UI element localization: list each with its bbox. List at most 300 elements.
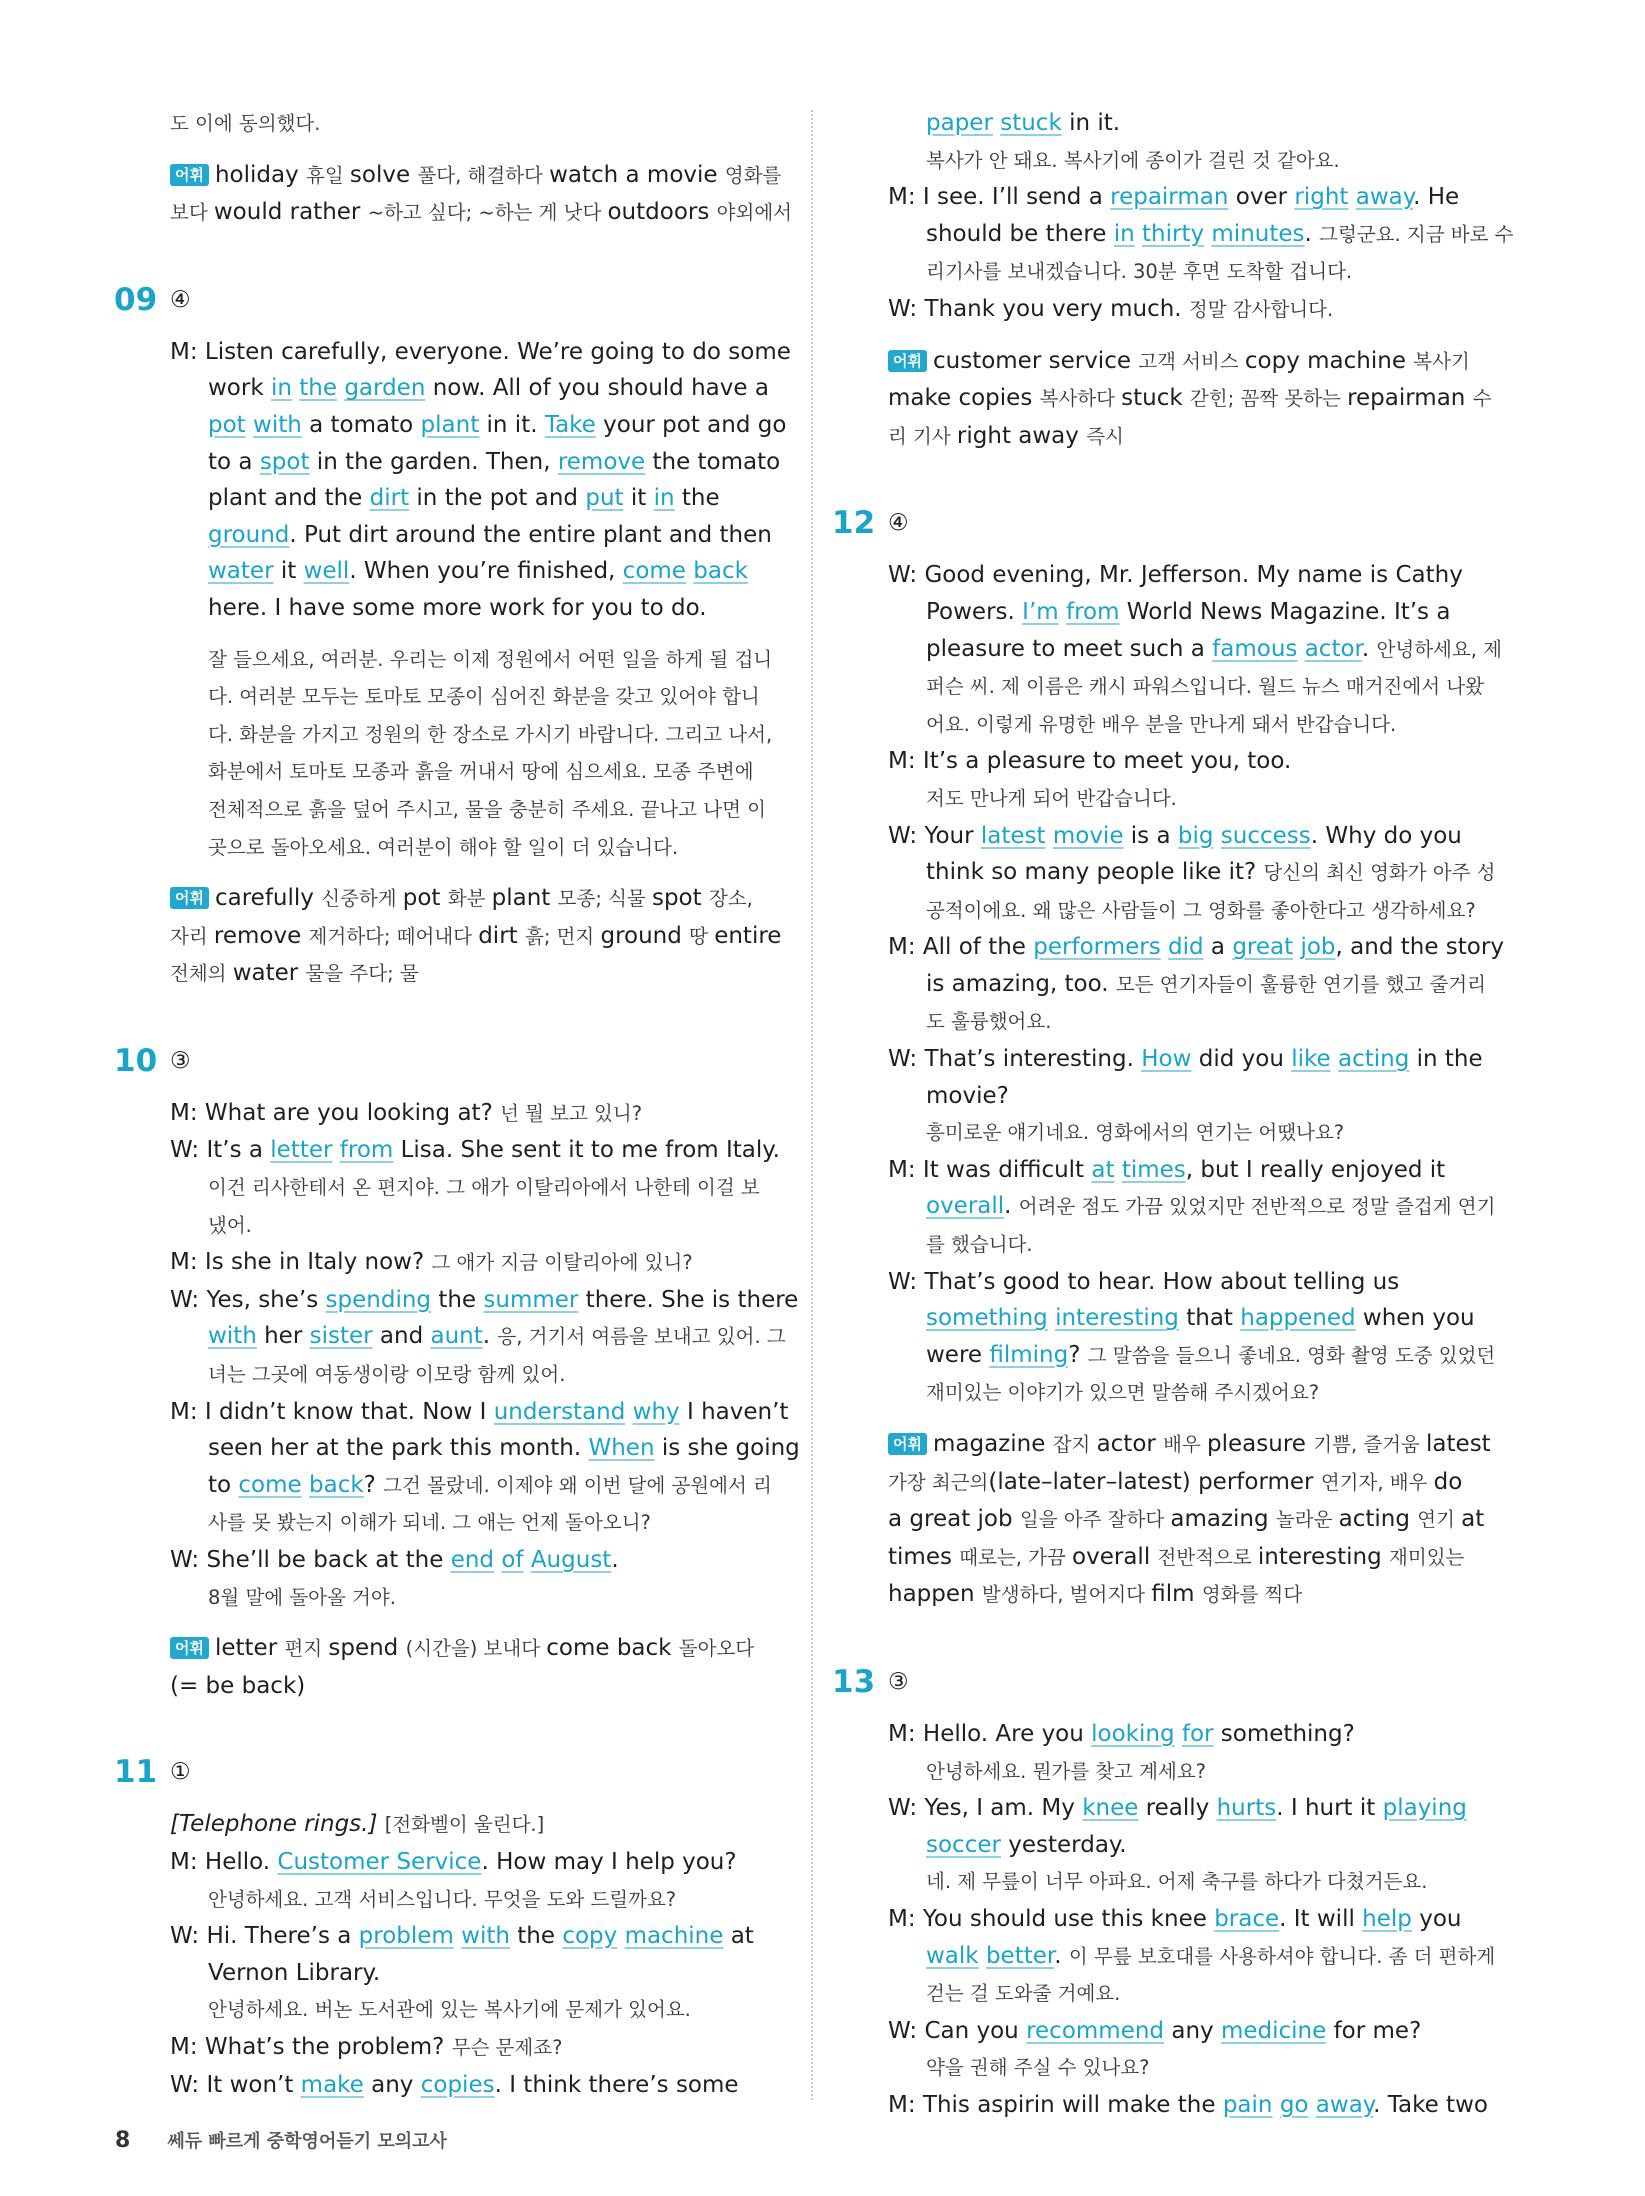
english-text	[1175, 1721, 1182, 1747]
vocab-line	[170, 1630, 780, 1668]
english-text: W: That’s good to hear. How about telling us	[888, 1268, 1400, 1295]
blank-answer: right	[1294, 184, 1349, 211]
text-line	[170, 678, 780, 716]
text-line	[170, 370, 780, 407]
text-line	[888, 380, 1508, 418]
blank-answer: with	[461, 1923, 510, 1950]
blank-answer: overall	[926, 1193, 1005, 1220]
english-text: any	[363, 2071, 421, 2098]
text-line	[170, 553, 780, 590]
blank-answer: something	[926, 1305, 1048, 1332]
blank-answer: help	[1362, 1905, 1412, 1932]
question-number: 09	[114, 281, 158, 318]
korean-text: 공적이에요. 왜 많은 사람들이 그 영화를 좋아한다고 생각하세요?	[926, 898, 1476, 922]
text-line	[888, 1337, 1508, 1375]
korean-text: 잡지	[1052, 1433, 1097, 1456]
korean-text: 안녕하세요. 뭔가를 찾고 계세요?	[926, 1759, 1207, 1783]
english-text	[377, 1811, 384, 1837]
english-text: seen her at the park this month.	[208, 1435, 589, 1462]
text-line	[888, 780, 1508, 818]
english-text: M: I see. I’ll send a	[888, 184, 1111, 211]
blank-answer: copies	[420, 2071, 495, 2098]
blank-answer: remove	[557, 448, 646, 475]
english-text	[1115, 1157, 1122, 1183]
text-line	[888, 105, 1508, 142]
english-text: W: She’ll be back at the	[170, 1547, 451, 1573]
english-text: .	[1361, 635, 1377, 662]
english-text	[1046, 823, 1053, 849]
text-line	[170, 716, 780, 754]
spacer	[888, 1412, 1508, 1426]
korean-text: 그렇군요. 지금 바로 수	[1319, 222, 1514, 246]
text-line	[170, 1467, 780, 1505]
text-line	[170, 1668, 780, 1705]
text-line	[888, 668, 1508, 706]
text-line	[888, 2087, 1508, 2124]
text-line	[888, 594, 1508, 631]
english-text: W: That’s interesting.	[888, 1046, 1142, 1073]
text-line	[888, 179, 1508, 216]
korean-text: 발생하다, 벌어지다	[981, 1583, 1152, 1607]
text-line	[888, 216, 1514, 254]
vocab-line	[888, 343, 1508, 381]
text-line	[888, 1938, 1508, 1976]
english-text: M: What are you looking at?	[170, 1099, 501, 1126]
english-text: M: Listen carefully, everyone. We’re going to do some	[170, 338, 791, 365]
korean-text: 땅	[689, 924, 715, 948]
korean-text: 보다	[170, 201, 214, 225]
text-line	[170, 1318, 786, 1356]
english-text: , and the story	[1335, 934, 1504, 961]
text-line	[888, 2049, 1508, 2087]
blank-answer: in	[1113, 220, 1135, 247]
english-text: should be there	[926, 220, 1114, 247]
blank-answer: repairman	[1110, 184, 1229, 211]
korean-text: 네. 제 무릎이 너무 아파요. 어제 축구를 하다가 다쳤거든요.	[926, 1870, 1428, 1894]
english-text: to	[208, 1471, 239, 1498]
blank-answer: sister	[309, 1323, 373, 1350]
left-column	[114, 105, 800, 2103]
text-line	[888, 706, 1508, 744]
english-text: M: I didn’t know that. Now I	[170, 1398, 494, 1425]
english-text: copy machine	[1244, 347, 1414, 374]
blank-answer: How	[1141, 1046, 1192, 1073]
english-text: M: It’s a pleasure to meet you, too.	[888, 748, 1292, 775]
english-text: at	[1461, 1506, 1485, 1533]
page-number: 8	[115, 2128, 131, 2153]
korean-text: [전화벨이 울린다.]	[384, 1813, 545, 1837]
korean-text: 놀라운	[1275, 1508, 1339, 1532]
answer-choice: ①	[170, 1759, 191, 1786]
text-line	[888, 1716, 1508, 1753]
text-line	[888, 1827, 1508, 1864]
english-text: make copies	[888, 385, 1040, 412]
korean-text: (시간을) 보내다	[405, 1637, 547, 1661]
english-text: World News Magazine. It’s a	[1119, 598, 1451, 625]
english-text: performer	[1198, 1468, 1321, 1495]
question-header	[114, 278, 780, 322]
english-text	[617, 1923, 624, 1949]
blank-answer: did	[1168, 934, 1204, 961]
english-text: to a	[208, 448, 260, 475]
blank-answer: come	[622, 558, 686, 585]
english-text	[1213, 823, 1220, 849]
text-line	[170, 1244, 780, 1282]
blank-answer: spot	[259, 448, 310, 475]
korean-text: 재미있는	[1389, 1545, 1465, 1569]
blank-answer: Take	[544, 411, 596, 438]
korean-text: 도 훌륭했어요.	[926, 1010, 1052, 1034]
korean-text: 안녕하세요. 버논 도서관에 있는 복사기에 문제가 있어요.	[208, 1998, 691, 2022]
blank-answer: garden	[344, 375, 426, 402]
korean-text: 리 기사	[888, 424, 957, 448]
vocab-badge: 어휘	[888, 350, 927, 372]
blank-answer: latest	[980, 822, 1046, 849]
english-text: (= be back)	[170, 1672, 306, 1699]
page-footer	[115, 2127, 447, 2153]
korean-text: 잘 들으세요, 여러분. 우리는 이제 정원에서 어떤 일을 하게 될 겁니	[208, 647, 773, 671]
english-text: it	[623, 485, 654, 512]
answer-choice: ③	[888, 1668, 909, 1695]
english-text: M: What’s the problem?	[170, 2033, 452, 2060]
english-text: it	[273, 558, 304, 585]
text-line	[888, 418, 1508, 456]
english-text: plant	[491, 885, 558, 912]
english-text: here. I have some more work for you to do.	[208, 594, 707, 621]
english-text: repairman	[1347, 385, 1473, 412]
blank-answer: I’m	[1022, 598, 1059, 625]
korean-text: 영화를	[724, 163, 782, 187]
korean-text: 휴일	[306, 163, 350, 187]
english-text	[1273, 2092, 1280, 2118]
blank-answer: hurts	[1216, 1795, 1277, 1822]
english-text: remove	[213, 922, 309, 949]
english-text: holiday	[214, 161, 307, 188]
english-text: the tomato	[645, 448, 781, 475]
english-text: in the garden. Then,	[309, 448, 558, 475]
english-text: in it.	[1061, 110, 1121, 136]
korean-text: 전체적으로 흙을 덮어 주시고, 물을 충분히 주세요. 끝나고 나면 이	[208, 797, 766, 821]
text-line	[170, 1542, 780, 1579]
question-header	[114, 1039, 780, 1083]
vocab-line	[888, 1426, 1508, 1464]
korean-text: 리기사를 보내겠습니다. 30분 후면 도착할 겁니다.	[926, 260, 1353, 284]
english-text: (late–later–latest)	[988, 1468, 1199, 1495]
korean-text: 화분	[447, 887, 492, 911]
blank-answer: acting	[1337, 1046, 1410, 1073]
text-line	[170, 753, 780, 791]
text-line	[888, 1790, 1508, 1827]
english-text: W: Hi. There’s a	[170, 1923, 359, 1950]
korean-text: 정말 감사합니다.	[1188, 297, 1334, 321]
blank-answer: minutes	[1211, 220, 1305, 247]
text-line	[888, 892, 1508, 930]
korean-text: 이 무릎 보호대를 사용하셔야 합니다. 좀 더 편하게	[1068, 1944, 1496, 1968]
blank-answer: When	[588, 1435, 655, 1462]
english-text	[302, 1472, 309, 1498]
korean-text: 복사하다	[1039, 387, 1122, 411]
text-line	[170, 2029, 780, 2067]
english-text	[1135, 221, 1142, 247]
spacer	[170, 232, 780, 272]
english-text	[1331, 1046, 1338, 1072]
vocab-line	[170, 880, 780, 918]
korean-text: 안녕하세요, 제	[1376, 637, 1502, 661]
english-text: pot	[402, 885, 448, 912]
korean-text: 기쁨, 즐거움	[1313, 1433, 1427, 1456]
blank-answer: medicine	[1220, 2017, 1327, 2044]
english-text: times	[888, 1543, 960, 1570]
blank-answer: away	[1315, 2091, 1374, 2118]
text-line	[888, 966, 1508, 1004]
korean-text: 화분에서 토마토 모종과 흙을 꺼내서 땅에 심으세요. 모종 주변에	[208, 760, 754, 784]
text-line	[170, 1207, 780, 1245]
english-text: . It will	[1279, 1905, 1363, 1932]
blank-answer: brace	[1214, 1905, 1280, 1932]
text-line	[888, 743, 1508, 780]
korean-text: 갇힌; 꼼짝 못하는	[1190, 387, 1348, 411]
english-text: . I think there’s some	[494, 2071, 739, 2098]
blank-answer: the	[299, 375, 338, 402]
english-text: you	[1411, 1905, 1462, 1932]
blank-answer: aunt	[430, 1323, 483, 1350]
korean-text: 영화를 찍다	[1201, 1583, 1303, 1607]
english-text: W: It won’t	[170, 2071, 301, 2098]
english-text: Lisa. She sent it to me from Italy.	[393, 1137, 780, 1164]
spacer	[888, 455, 1508, 495]
blank-answer: recommend	[1026, 2017, 1165, 2044]
spacer	[170, 1704, 780, 1744]
question-header	[114, 1750, 780, 1794]
spacer	[888, 329, 1508, 343]
korean-text: 그 애가 지금 이탈리아에 있니?	[431, 1251, 693, 1275]
english-text: outdoors	[607, 199, 717, 226]
english-text: in the	[1409, 1046, 1483, 1073]
blank-answer: success	[1220, 822, 1311, 849]
spacer	[888, 1614, 1508, 1654]
text-line	[888, 1975, 1508, 2013]
english-text: plant and the	[208, 485, 370, 512]
vocab-line	[170, 157, 780, 195]
english-text	[1297, 636, 1304, 662]
blank-answer: movie	[1052, 822, 1124, 849]
korean-text: 풀다, 해결하다	[417, 163, 550, 187]
english-text: .	[1004, 1193, 1019, 1220]
blank-answer: go	[1279, 2091, 1309, 2118]
text-line	[170, 829, 780, 867]
korean-text: 때로는, 가끔	[959, 1545, 1073, 1569]
blank-answer: like	[1291, 1046, 1331, 1073]
english-text: the	[674, 485, 720, 512]
korean-text: 연기자, 배우	[1320, 1470, 1434, 1494]
spacer	[170, 143, 780, 157]
english-text: ?	[1068, 1341, 1088, 1368]
text-line	[170, 1579, 780, 1617]
text-line	[170, 1504, 780, 1542]
text-line	[888, 1078, 1508, 1115]
english-text: her	[256, 1323, 310, 1350]
spacer	[170, 866, 780, 880]
english-text: customer service	[932, 347, 1139, 374]
english-text: . Why do you	[1310, 822, 1462, 849]
blank-answer: water	[208, 558, 274, 585]
english-text: . When you’re finished,	[349, 558, 623, 585]
blank-answer: letter	[270, 1137, 333, 1164]
text-line	[170, 407, 787, 444]
english-text: for me?	[1326, 2017, 1422, 2044]
korean-text: 수	[1472, 387, 1492, 411]
question-header	[832, 501, 1508, 545]
vocab-badge: 어휘	[170, 1637, 209, 1659]
blank-answer: in	[270, 375, 292, 402]
english-text	[979, 1943, 986, 1969]
english-text	[1059, 599, 1066, 625]
english-text: your pot and go	[595, 411, 787, 438]
english-text: think so many people like it?	[926, 859, 1264, 886]
english-text: come back	[546, 1635, 679, 1662]
english-text: I haven’t	[679, 1398, 789, 1425]
question-number: 11	[114, 1754, 158, 1791]
english-text: M: Is she in Italy now?	[170, 1249, 432, 1276]
english-text: the	[431, 1286, 484, 1313]
text-line	[888, 2013, 1508, 2050]
english-text: stuck	[1121, 385, 1191, 412]
blank-answer: walk	[926, 1942, 979, 1969]
text-line	[888, 1152, 1508, 1189]
english-text: M: You should use this knee	[888, 1905, 1215, 1932]
answer-choice: ④	[888, 510, 909, 537]
english-text	[1048, 1305, 1055, 1331]
korean-text: 저도 만나게 되어 반갑습니다.	[926, 786, 1177, 810]
english-text	[524, 1547, 531, 1573]
korean-text: 이건 리사한테서 온 편지야. 그 애가 이탈리아에서 나한테 이걸 보	[208, 1176, 760, 1200]
english-text: spend	[328, 1635, 406, 1662]
korean-text: 흥미로운 얘기네요. 영화에서의 연기는 어땠나요?	[926, 1121, 1345, 1145]
english-text: overall	[1072, 1543, 1158, 1570]
english-text: M: It was difficult	[888, 1156, 1092, 1183]
english-text: ground	[600, 922, 690, 949]
english-text: latest	[1426, 1431, 1491, 1457]
korean-text: 안녕하세요. 고객 서비스입니다. 무엇을 도와 드릴까요?	[208, 1887, 677, 1911]
english-text	[1348, 184, 1355, 210]
answer-choice: ④	[170, 286, 191, 313]
blank-answer: ground	[208, 521, 290, 548]
korean-text: 복사기	[1413, 349, 1470, 373]
blank-answer: at	[1091, 1156, 1115, 1183]
english-text: W: Thank you very much.	[888, 295, 1189, 322]
korean-text: 약을 권해 주실 수 있나요?	[926, 2056, 1150, 2080]
english-text: W: It’s a	[170, 1137, 271, 1164]
english-text: a tomato	[301, 411, 421, 438]
english-text: movie?	[926, 1082, 1009, 1109]
text-line	[888, 1501, 1508, 1539]
english-text: interesting	[1257, 1543, 1390, 1570]
text-line	[170, 1169, 780, 1207]
korean-text: 곳으로 돌아오세요. 여러분이 해야 할 일이 더 있습니다.	[208, 835, 679, 859]
korean-text: 다. 여러분 모두는 토마토 모종이 심어진 화분을 갖고 있어야 합니	[208, 685, 760, 709]
text-line	[170, 194, 793, 232]
blank-answer: summer	[483, 1286, 579, 1313]
blank-answer: with	[253, 411, 302, 438]
blank-answer: filming	[989, 1341, 1069, 1368]
blank-answer: paper	[926, 110, 993, 136]
blank-answer: end	[450, 1547, 495, 1573]
english-text: . How may I help you?	[481, 1848, 737, 1875]
text-line	[170, 1881, 780, 1919]
english-text: any	[1164, 2017, 1221, 2044]
english-text: something?	[1213, 1720, 1355, 1747]
text-line	[170, 480, 780, 517]
korean-text: 재미있는 이야기가 있으면 말씀해 주시겠어요?	[926, 1381, 1320, 1405]
text-line	[170, 641, 780, 679]
english-text: is she going	[654, 1435, 800, 1462]
blank-answer: thirty	[1142, 220, 1205, 247]
text-line	[170, 1844, 780, 1881]
english-text: yesterday.	[1000, 1831, 1127, 1858]
english-text: over	[1228, 184, 1295, 211]
text-line	[888, 929, 1508, 966]
korean-text: 어려운 점도 가끔 있었지만 전반적으로 정말 즐겁게 연기	[1018, 1195, 1496, 1219]
english-text: . Put dirt around the entire plant and then	[289, 521, 772, 548]
korean-text: 즉시	[1086, 424, 1124, 448]
blank-answer: great	[1232, 934, 1294, 961]
text-line	[888, 1539, 1508, 1577]
english-text: ?	[363, 1471, 384, 1498]
english-text: [Telephone rings.]	[170, 1811, 378, 1838]
korean-text: 고객 서비스	[1138, 349, 1245, 373]
text-line	[888, 142, 1508, 180]
korean-text: 사를 못 봤는지 이해가 되네. 그 애는 언제 돌아오니?	[208, 1511, 651, 1535]
korean-text: 그 말씀을 들으니 좋네요. 영화 촬영 도중 있었던	[1087, 1343, 1496, 1367]
english-text: pleasure to meet such a	[926, 635, 1213, 662]
answer-choice: ③	[170, 1047, 191, 1074]
english-text: and	[372, 1323, 431, 1350]
english-text: would rather	[213, 199, 368, 226]
english-text: now. All of you should have a	[425, 375, 769, 402]
korean-text: 응, 거기서 여름을 보내고 있어. 그	[497, 1325, 786, 1349]
korean-text: 8월 말에 돌아올 거야.	[208, 1585, 396, 1609]
korean-text: 흙; 먼지	[524, 924, 601, 948]
spacer	[170, 1616, 780, 1630]
blank-answer: soccer	[926, 1831, 1001, 1858]
text-line	[170, 105, 780, 143]
english-text: a great job	[888, 1506, 1020, 1533]
blank-answer: Customer Service	[277, 1848, 482, 1875]
blank-answer: performers	[1033, 934, 1161, 961]
english-text: . I hurt it	[1276, 1795, 1383, 1822]
english-text: did you	[1191, 1046, 1292, 1073]
english-text: at	[723, 1923, 754, 1950]
korean-text: 넌 뭘 보고 있니?	[500, 1101, 643, 1125]
text-line	[888, 1863, 1508, 1901]
korean-text: 자리	[170, 924, 214, 948]
text-line	[170, 1991, 780, 2029]
right-column	[832, 105, 1514, 2124]
blank-answer: machine	[624, 1923, 724, 1950]
text-line	[170, 791, 780, 829]
blank-answer: job	[1300, 934, 1336, 961]
blank-answer: happened	[1240, 1305, 1356, 1332]
blank-answer: times	[1121, 1156, 1186, 1183]
english-text: .	[482, 1323, 498, 1350]
text-line	[170, 590, 780, 627]
korean-text: 녀는 그곳에 여동생이랑 이모랑 함께 있어.	[208, 1363, 566, 1387]
text-line	[170, 1356, 780, 1394]
text-line	[170, 1430, 800, 1467]
english-text: there. She is there	[578, 1286, 799, 1313]
korean-text: 돌아오다	[678, 1637, 755, 1661]
english-text: . He	[1413, 184, 1460, 211]
